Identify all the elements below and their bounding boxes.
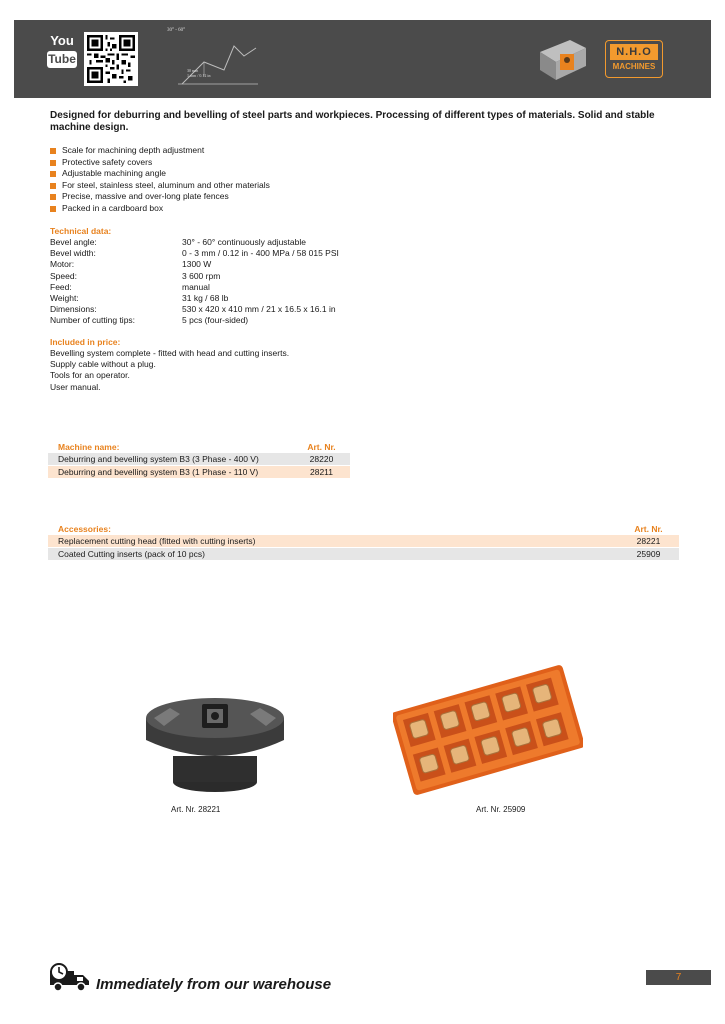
intro-description: Designed for deburring and bevelling of steel parts and workpieces. Processing of different types of materials. Solid and stable machine design. bbox=[50, 110, 655, 133]
spec-row bbox=[50, 315, 339, 326]
art-nr-header: Art. Nr. bbox=[634, 523, 663, 534]
feature-list bbox=[50, 145, 270, 215]
youtube-logo[interactable] bbox=[47, 34, 77, 74]
spec-row bbox=[50, 237, 339, 248]
art-nr-cell: 28221 bbox=[636, 536, 661, 546]
included-title: Included in price: bbox=[50, 337, 121, 347]
spec-row bbox=[50, 271, 339, 282]
spec-row bbox=[50, 248, 339, 259]
spec-label: Number of cutting tips: bbox=[50, 315, 136, 326]
bevel-width-label-line-1: 30 mm bbox=[187, 68, 199, 73]
header-banner bbox=[14, 20, 711, 98]
machine-table-header bbox=[48, 440, 350, 453]
youtube-logo-tube: Tube bbox=[48, 52, 76, 66]
included-item: User manual. bbox=[50, 381, 101, 392]
spec-value: 530 x 420 x 410 mm / 21 x 16.5 x 16.1 in bbox=[182, 304, 336, 315]
accessories-header: Accessories: bbox=[58, 523, 111, 534]
machine-name-header: Machine name: bbox=[58, 441, 120, 452]
bevel-width-label bbox=[187, 68, 210, 78]
spec-value: 31 kg / 68 lb bbox=[182, 293, 229, 304]
art-nr-cell: 25909 bbox=[636, 549, 661, 559]
cutting-inserts-caption: Art. Nr. 25909 bbox=[476, 805, 526, 814]
delivery-truck-clock-icon bbox=[50, 963, 92, 993]
feature-item: Adjustable machining angle bbox=[50, 168, 270, 180]
accessories-table bbox=[48, 522, 679, 561]
accessory-name-cell: Coated Cutting inserts (pack of 10 pcs) bbox=[58, 549, 205, 559]
spec-label: Motor: bbox=[50, 259, 75, 270]
bevel-diagram bbox=[164, 26, 264, 90]
spec-row bbox=[50, 259, 339, 270]
machine-name-cell: Deburring and bevelling system B3 (1 Phase - 110 V) bbox=[58, 467, 259, 477]
spec-label: Weight: bbox=[50, 293, 79, 304]
footer-tagline: Immediately from our warehouse bbox=[96, 976, 332, 993]
youtube-logo-you: You bbox=[50, 33, 74, 48]
machine-name-cell: Deburring and bevelling system B3 (3 Phase - 400 V) bbox=[58, 454, 259, 464]
feature-item: Protective safety covers bbox=[50, 157, 270, 169]
bevel-width-label-line-2: 1 mm / 0.12 in bbox=[187, 73, 211, 78]
spec-label: Bevel angle: bbox=[50, 237, 97, 247]
feature-item: Precise, massive and over-long plate fences bbox=[50, 191, 270, 203]
cutting-head-image bbox=[140, 690, 290, 800]
cutting-head-caption: Art. Nr. 28221 bbox=[171, 805, 221, 814]
table-row[interactable] bbox=[48, 466, 350, 479]
art-nr-cell: 28211 bbox=[309, 467, 333, 477]
table-row[interactable] bbox=[48, 453, 350, 466]
spec-label: Speed: bbox=[50, 270, 77, 281]
machine-table bbox=[48, 440, 350, 479]
art-nr-cell: 28220 bbox=[309, 454, 334, 464]
feature-item: For steel, stainless steel, aluminum and other materials bbox=[50, 180, 270, 192]
art-nr-header: Art. Nr. bbox=[307, 441, 336, 452]
technical-data-title: Technical data: bbox=[50, 226, 112, 236]
spec-value: 5 pcs (four-sided) bbox=[182, 315, 249, 326]
feature-item: Scale for machining depth adjustment bbox=[50, 145, 270, 157]
spec-value: 1300 W bbox=[182, 259, 212, 270]
table-row[interactable] bbox=[48, 548, 679, 561]
technical-data-table bbox=[50, 237, 339, 327]
feature-item: Packed in a cardboard box bbox=[50, 203, 270, 215]
cutting-inserts-box-image bbox=[393, 665, 583, 795]
spec-label: Feed: bbox=[50, 281, 72, 292]
table-row[interactable] bbox=[48, 535, 679, 548]
nho-machines-logo bbox=[605, 40, 663, 78]
spec-row bbox=[50, 304, 339, 315]
spec-label: Dimensions: bbox=[50, 304, 97, 315]
spec-value: manual bbox=[182, 281, 210, 292]
included-item: Bevelling system complete - fitted with head and cutting inserts. bbox=[50, 348, 290, 358]
included-list bbox=[50, 348, 289, 393]
qr-code[interactable] bbox=[84, 32, 138, 86]
spec-row bbox=[50, 282, 339, 293]
included-item: Tools for an operator. bbox=[50, 370, 130, 381]
included-item: Supply cable without a plug. bbox=[50, 359, 156, 370]
spec-value: 3 600 rpm bbox=[182, 270, 221, 281]
page-number: 7 bbox=[646, 970, 711, 985]
spec-label: Bevel width: bbox=[50, 248, 96, 259]
logo-nho-text: N.H.O bbox=[610, 44, 658, 60]
bevel-angle-label: 30° - 60° bbox=[167, 28, 186, 33]
accessories-table-header bbox=[48, 522, 679, 535]
accessory-name-cell: Replacement cutting head (fitted with cutting inserts) bbox=[58, 536, 256, 546]
spec-value: 0 - 3 mm / 0.12 in - 400 MPa / 58 015 PSI bbox=[182, 248, 339, 259]
spec-row bbox=[50, 293, 339, 304]
spec-value: 30° - 60° continuously adjustable bbox=[182, 237, 306, 247]
logo-machines-text: MACHINES bbox=[612, 62, 656, 71]
machine-thumbnail-image bbox=[534, 34, 590, 84]
